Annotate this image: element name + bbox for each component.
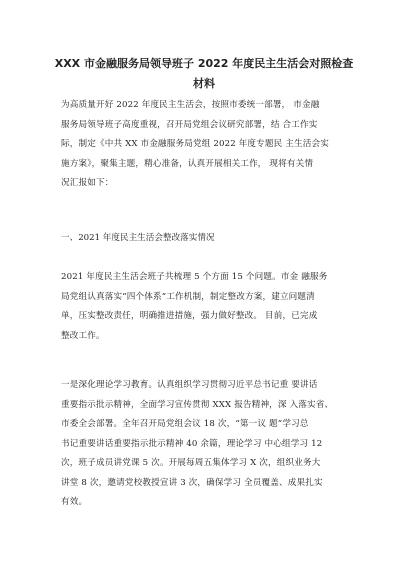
title-line-2: 材料 xyxy=(193,77,215,90)
intro-line: 服务局领导班子高度重视，召开局党组会议研究部署，结 合工作实 xyxy=(61,119,318,130)
intro-line: 况汇报如下： xyxy=(61,178,114,188)
section1-line: 单，压实整改责任，明确推进措施，强力做好整改。 目前，已完成 xyxy=(61,311,318,321)
intro-line: 际，制定《中共 XX 市金融服务局党组 2022 年度专题民 主生活会实 xyxy=(61,139,330,149)
intro-paragraph xyxy=(61,96,351,194)
section2-line: 有效。 xyxy=(61,497,88,507)
section1-line: 整改工作。 xyxy=(61,330,105,341)
section-heading-1: 一、2021 年度民主生活会整改落实情况 xyxy=(61,233,215,243)
section2-line: 市委全会部署。全年召开局党组会议 18 次，“第一议 题”学习总 xyxy=(61,419,309,429)
section2-line: 讲堂 8 次，邀请党校教授宣讲 3 次，确保学习 全员覆盖、成果扎实 xyxy=(61,477,323,488)
section2-line: 重要指示批示精神，全面学习宣传贯彻 XXX 报告精神，深 入落实省、 xyxy=(61,399,334,410)
section1-paragraph xyxy=(61,268,351,346)
intro-line: 为高质量开好 2022 年度民主生活会，按照市委统一部署， 市金融 xyxy=(61,100,320,110)
title-line-1: XXX 市金融服务局领导班子 2022 年度民主生活会对照检查 xyxy=(54,57,354,70)
intro-line: 施方案》，聚集主题，精心准备，认真开展相关工作， 现将有关情 xyxy=(61,158,314,169)
section2-line: 一是深化理论学习教育。认真组织学习贯彻习近平总书记重 要讲话 xyxy=(61,380,318,390)
section1-line: 2021 年度民主生活会班子共梳理 5 个方面 15 个问题。市金 融服务 xyxy=(61,272,328,282)
section2-line: 次，班子成员讲党课 5 次。开展每周五集体学习 X 次，组织业务大 xyxy=(61,458,321,468)
section2-paragraph xyxy=(61,376,351,513)
section1-line: 局党组认真落实“四个体系”工作机制，制定整改方案，建立问题清 xyxy=(61,291,315,302)
document-title xyxy=(40,54,368,94)
section2-line: 书记重要讲话重要指示批示精神 40 余篇，理论学习 中心组学习 12 xyxy=(61,438,323,449)
